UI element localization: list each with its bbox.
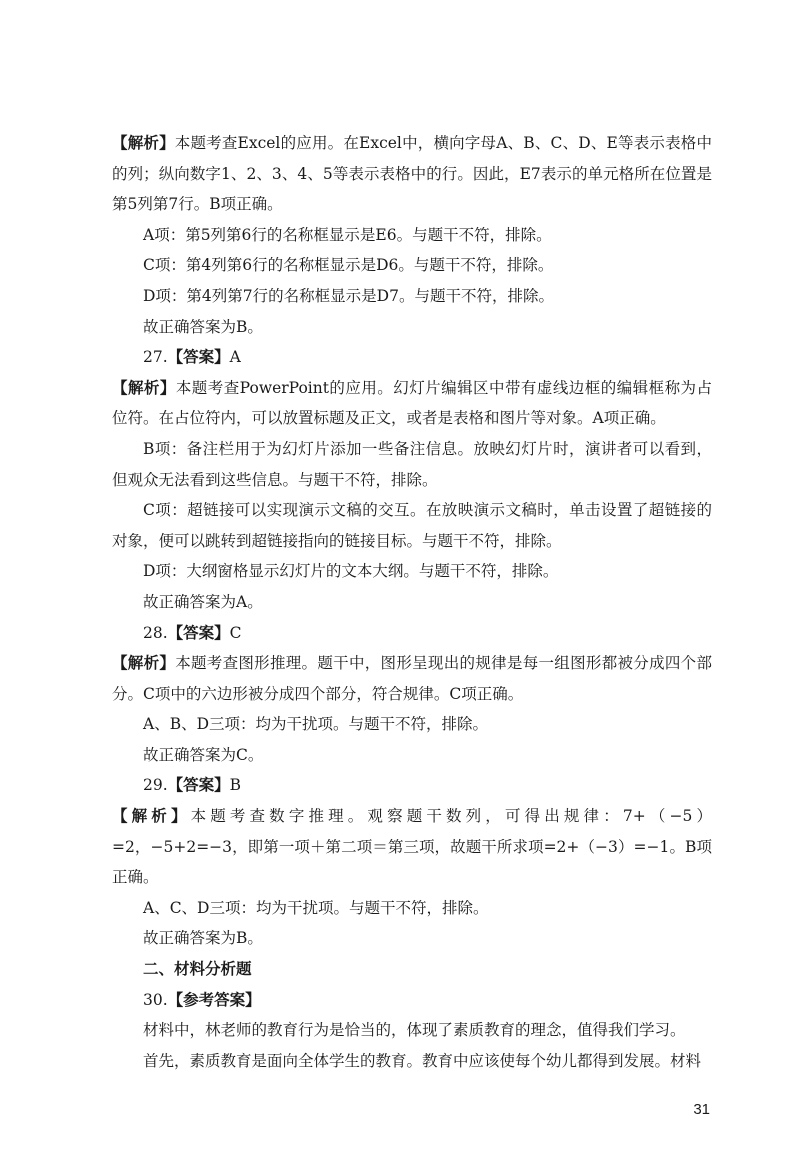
q26-option-a: A项：第5列第6行的名称框显示是E6。与题干不符，排除。: [143, 225, 552, 244]
q28-analysis: [112, 648, 712, 709]
question-number: 28.: [143, 623, 168, 642]
analysis-text: 本题考查图形推理。题干中，图形呈现出的规律是每一组图形都被分成四个部分。C项中的六边形被分成四个部分，符合规律。C项正确。: [112, 654, 712, 703]
answer-label: 【答案】: [167, 623, 230, 642]
answer-value: C: [229, 623, 242, 642]
question-number: 29.: [143, 776, 168, 795]
q30-answer: [112, 985, 712, 1016]
section-heading: 二、材料分析题: [143, 960, 252, 979]
q28-answer: [112, 618, 712, 649]
answer-value: A: [229, 348, 241, 367]
question-number: 30.: [143, 990, 168, 1009]
q27-analysis: [112, 373, 712, 434]
q28-conclusion: 故正确答案为C。: [143, 745, 264, 764]
answer-label: 【答案】: [167, 348, 230, 367]
analysis-label: 【解析】: [112, 654, 176, 673]
q27-answer: [112, 342, 712, 373]
analysis-label: 【解析】: [112, 378, 176, 397]
q29-answer: [112, 770, 712, 801]
q27-option-b: B项：备注栏用于为幻灯片添加一些备注信息。放映幻灯片时，演讲者可以看到，但观众无法看到这些信息。与题干不符，排除。: [112, 439, 712, 489]
analysis-text: 本题考查PowerPoint的应用。幻灯片编辑区中带有虚线边框的编辑框称为占位符。在占位符内，可以放置标题及正文，或者是表格和图片等对象。A项正确。: [112, 378, 712, 428]
analysis-label: 【解析】: [112, 134, 175, 152]
q28-option-abd: A、B、D三项：均为干扰项。与题干不符，排除。: [143, 715, 489, 734]
q29-conclusion: 故正确答案为B。: [143, 929, 263, 948]
q30-paragraph-1: 材料中，林老师的教育行为是恰当的，体现了素质教育的理念，值得我们学习。: [143, 1021, 686, 1040]
answer-value: B: [229, 776, 242, 795]
answer-label: 【答案】: [167, 776, 230, 795]
q26-analysis: [112, 128, 712, 220]
page-content: [112, 128, 712, 1076]
q26-option-d: D项：第4列第7行的名称框显示是D7。与题干不符，排除。: [143, 286, 554, 305]
q29-analysis: [112, 801, 712, 893]
reference-answer-label: 【参考答案】: [167, 990, 261, 1009]
q27-conclusion: 故正确答案为A。: [143, 592, 263, 611]
q27-option-d: D项：大纲窗格显示幻灯片的文本大纲。与题干不符，排除。: [143, 562, 559, 581]
page-number: 31: [693, 1101, 710, 1118]
q30-paragraph-2: 首先，素质教育是面向全体学生的教育。教育中应该使每个幼儿都得到发展。材料: [143, 1051, 702, 1070]
analysis-label: 【解析】: [112, 807, 191, 826]
question-number: 27.: [143, 348, 168, 367]
q26-option-c: C项：第4列第6行的名称框显示是D6。与题干不符，排除。: [143, 256, 554, 275]
q26-conclusion: 故正确答案为B。: [143, 317, 263, 336]
q27-option-c: C项：超链接可以实现演示文稿的交互。在放映演示文稿时，单击设置了超链接的对象，便可以跳转到超链接指向的链接目标。与题干不符，排除。: [112, 501, 712, 550]
analysis-text: 本题考查数字推理。观察题干数列，可得出规律：7+（−5）=2，−5+2=−3，即第一项＋第二项＝第三项，故题干所求项=2+（−3）=−1。B项正确。: [112, 807, 712, 887]
analysis-text: 本题考查Excel的应用。在Excel中，横向字母A、B、C、D、E等表示表格中的列；纵向数字1、2、3、4、5等表示表格中的行。因此，E7表示的单元格所在位置是第5列第7行。B项正确。: [112, 134, 712, 214]
q29-option-acd: A、C、D三项：均为干扰项。与题干不符，排除。: [143, 898, 489, 917]
